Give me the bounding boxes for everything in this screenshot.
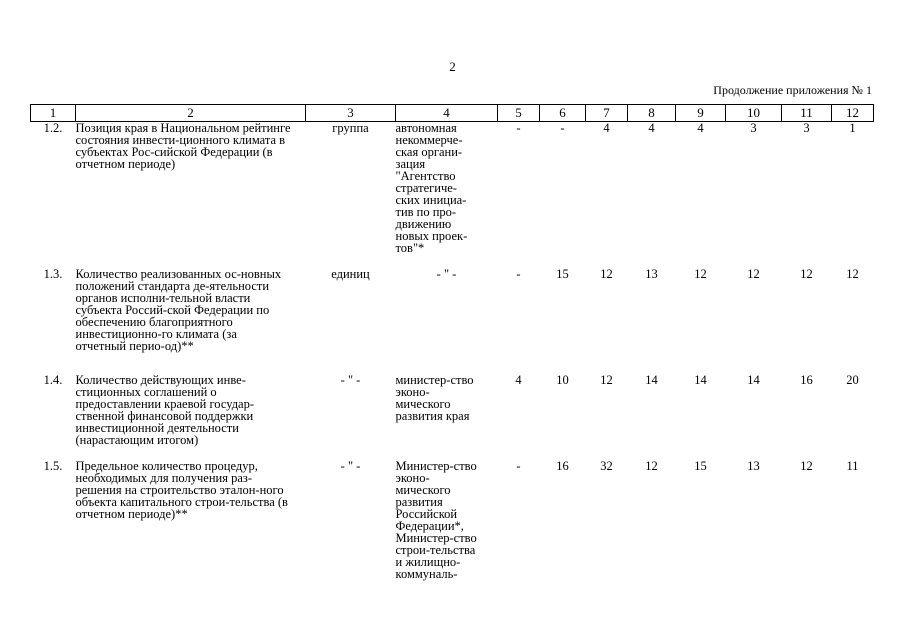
value-cell: 1 bbox=[849, 121, 856, 135]
header-cell: 2 bbox=[76, 105, 306, 122]
indicator-name bbox=[76, 268, 306, 374]
value-cell: 16 bbox=[800, 372, 813, 387]
value-cell: 4 bbox=[648, 121, 655, 135]
table-row bbox=[31, 460, 874, 610]
source-text: автономная некоммерче-ская органи-зация "Агентство стратегиче-ских инициа-тив по про-движению новых проек-тов"* bbox=[395, 121, 468, 255]
unit-cell: - " - bbox=[340, 458, 361, 473]
value-cell: 20 bbox=[846, 372, 859, 387]
indicator-name bbox=[76, 374, 306, 460]
value-cell: 12 bbox=[846, 266, 859, 281]
indicators-table bbox=[30, 104, 874, 610]
unit-cell: - " - bbox=[340, 372, 361, 387]
header-cell: 8 bbox=[628, 105, 676, 122]
value-cell: 12 bbox=[600, 266, 613, 281]
header-cell: 10 bbox=[726, 105, 782, 122]
value-cell: 10 bbox=[556, 372, 569, 387]
source-cell: - " - bbox=[436, 266, 457, 281]
table-row bbox=[31, 268, 874, 374]
indicator-name-text: Позиция края в Национальном рейтинге состояния инвести-ционного климата в субъектах Рос-сийской Федерации (в отчетном периоде) bbox=[75, 121, 291, 171]
value-cell: 13 bbox=[747, 458, 760, 473]
row-number: 1.5. bbox=[43, 458, 63, 473]
value-cell: 14 bbox=[747, 372, 760, 387]
value-cell: 3 bbox=[750, 121, 757, 135]
indicator-name-text: Предельное количество процедур, необходимых для получения раз-решения на строительство эталон-ного объекта капитального строи-тельства (в отчетном периоде)** bbox=[75, 458, 288, 521]
unit-cell: единиц bbox=[331, 266, 370, 281]
value-cell: 12 bbox=[747, 266, 760, 281]
value-cell: - bbox=[516, 121, 521, 135]
value-cell: 16 bbox=[556, 458, 569, 473]
header-cell: 9 bbox=[676, 105, 726, 122]
value-cell: 11 bbox=[846, 458, 859, 473]
value-cell: 12 bbox=[600, 372, 613, 387]
value-cell: 13 bbox=[645, 266, 658, 281]
value-cell: - bbox=[516, 458, 521, 473]
header-row bbox=[31, 105, 874, 122]
header-cell: 12 bbox=[832, 105, 874, 122]
source-text: министер-ство эконо-мического развития края bbox=[395, 372, 474, 423]
header-cell: 1 bbox=[31, 105, 76, 122]
header-cell: 4 bbox=[396, 105, 498, 122]
value-cell: 15 bbox=[556, 266, 569, 281]
unit-cell: группа bbox=[332, 121, 369, 135]
table-row bbox=[31, 374, 874, 460]
row-number: 1.2. bbox=[43, 121, 63, 135]
header-cell: 6 bbox=[540, 105, 586, 122]
page-number: 2 bbox=[449, 59, 456, 74]
indicator-name-text: Количество реализованных ос-новных положений стандарта де-ятельности органов исполни-тельной власти субъекта Россий-ской Федерации по обеспечению благоприятного инвестиционно-го климата (за отчетный перио-од)** bbox=[75, 266, 282, 353]
header-cell: 11 bbox=[782, 105, 832, 122]
indicator-name-text: Количество действующих инве-стиционных соглашений о предоставлении краевой государ-ственной финансовой поддержки инвестиционной деятельности (нарастающим итогом) bbox=[75, 372, 255, 447]
indicator-name bbox=[76, 122, 306, 268]
header-cell: 5 bbox=[498, 105, 540, 122]
header-cell: 3 bbox=[306, 105, 396, 122]
value-cell: 4 bbox=[515, 372, 522, 387]
value-cell: 12 bbox=[800, 266, 813, 281]
value-cell: - bbox=[516, 266, 521, 281]
value-cell: 12 bbox=[694, 266, 707, 281]
value-cell: 14 bbox=[694, 372, 707, 387]
source-text: Министер-ство эконо-мического развития Российской Федерации*, Министер-ство строи-тельства и жилищно-коммуналь- bbox=[395, 458, 477, 581]
row-number: 1.3. bbox=[43, 266, 63, 281]
source-cell bbox=[396, 122, 498, 268]
value-cell: 4 bbox=[603, 121, 610, 135]
indicator-name bbox=[76, 460, 306, 610]
value-cell: 12 bbox=[800, 458, 813, 473]
row-number: 1.4. bbox=[43, 372, 63, 387]
value-cell: 32 bbox=[600, 458, 613, 473]
value-cell: 14 bbox=[645, 372, 658, 387]
value-cell: 3 bbox=[803, 121, 810, 135]
header-cell: 7 bbox=[586, 105, 628, 122]
value-cell: - bbox=[560, 121, 565, 135]
continuation-title: Продолжение приложения № 1 bbox=[713, 83, 872, 97]
value-cell: 12 bbox=[645, 458, 658, 473]
value-cell: 4 bbox=[697, 121, 704, 135]
value-cell: 15 bbox=[694, 458, 707, 473]
source-cell bbox=[396, 460, 498, 610]
source-cell bbox=[396, 374, 498, 460]
table-row bbox=[31, 122, 874, 268]
